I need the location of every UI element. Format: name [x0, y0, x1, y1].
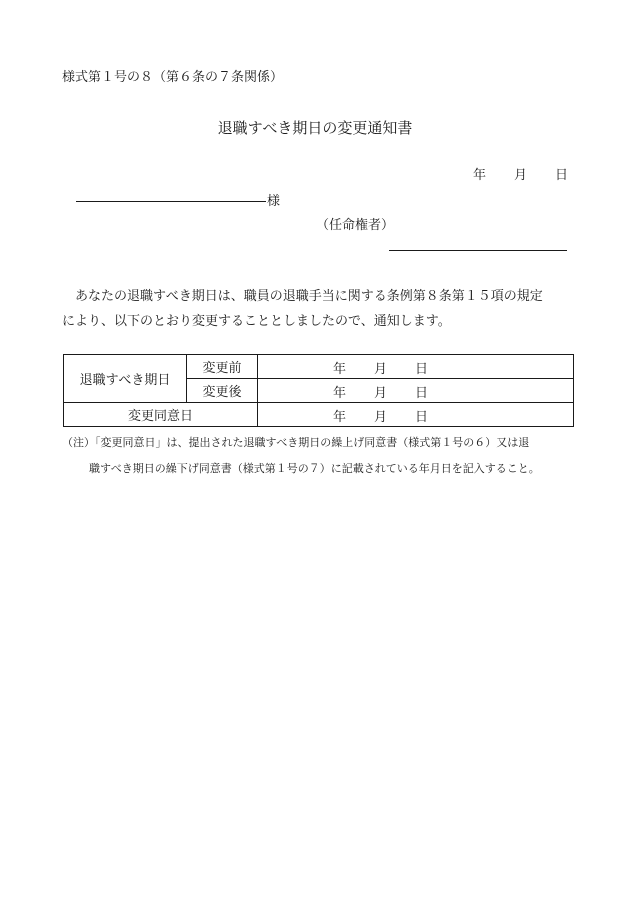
addressee-name-line — [76, 201, 266, 202]
date-before-cell — [258, 355, 574, 379]
consent-date-month: 月 — [374, 410, 388, 425]
issue-date-day: 日 — [555, 168, 569, 183]
row-label-consent-date: 変更同意日 — [64, 403, 258, 427]
notice-body-line-2: により、以下のとおり変更することとしましたので、通知します。 — [62, 314, 451, 329]
consent-date-cell — [258, 403, 574, 427]
consent-date-year: 年 — [333, 410, 347, 425]
date-change-table — [63, 354, 574, 427]
table-row — [64, 355, 574, 379]
table-row — [64, 403, 574, 427]
date-after-day: 日 — [415, 386, 429, 401]
row-label-after: 変更後 — [187, 379, 258, 403]
date-after-cell — [258, 379, 574, 403]
date-before-day: 日 — [415, 362, 429, 377]
document-title: 退職すべき期日の変更通知書 — [217, 119, 413, 137]
issue-date-month: 月 — [514, 168, 528, 183]
appointer-label: （任命権者） — [316, 218, 395, 233]
date-before-month: 月 — [374, 362, 388, 377]
retirement-date-group-label: 退職すべき期日 — [64, 355, 187, 403]
note-line-1: （注）「変更同意日」は、提出された退職すべき期日の繰上げ同意書（様式第１号の６）又は退 — [62, 436, 530, 449]
notice-body-line-1: あなたの退職すべき期日は、職員の退職手当に関する条例第８条第１５項の規定 — [75, 289, 543, 304]
row-label-before: 変更前 — [187, 355, 258, 379]
issue-date-year: 年 — [473, 168, 487, 183]
addressee-suffix: 様 — [267, 194, 281, 209]
date-after-year: 年 — [333, 386, 347, 401]
consent-date-day: 日 — [415, 410, 429, 425]
appointer-signature-line — [389, 250, 567, 251]
issue-date — [473, 164, 568, 183]
notice-body — [62, 284, 574, 334]
form-number: 様式第１号の８（第６条の７条関係） — [62, 70, 284, 85]
date-after-month: 月 — [374, 386, 388, 401]
note-line-2: 職すべき期日の繰下げ同意書（様式第１号の７）に記載されている年月日を記入すること。 — [89, 462, 540, 475]
date-before-year: 年 — [333, 362, 347, 377]
